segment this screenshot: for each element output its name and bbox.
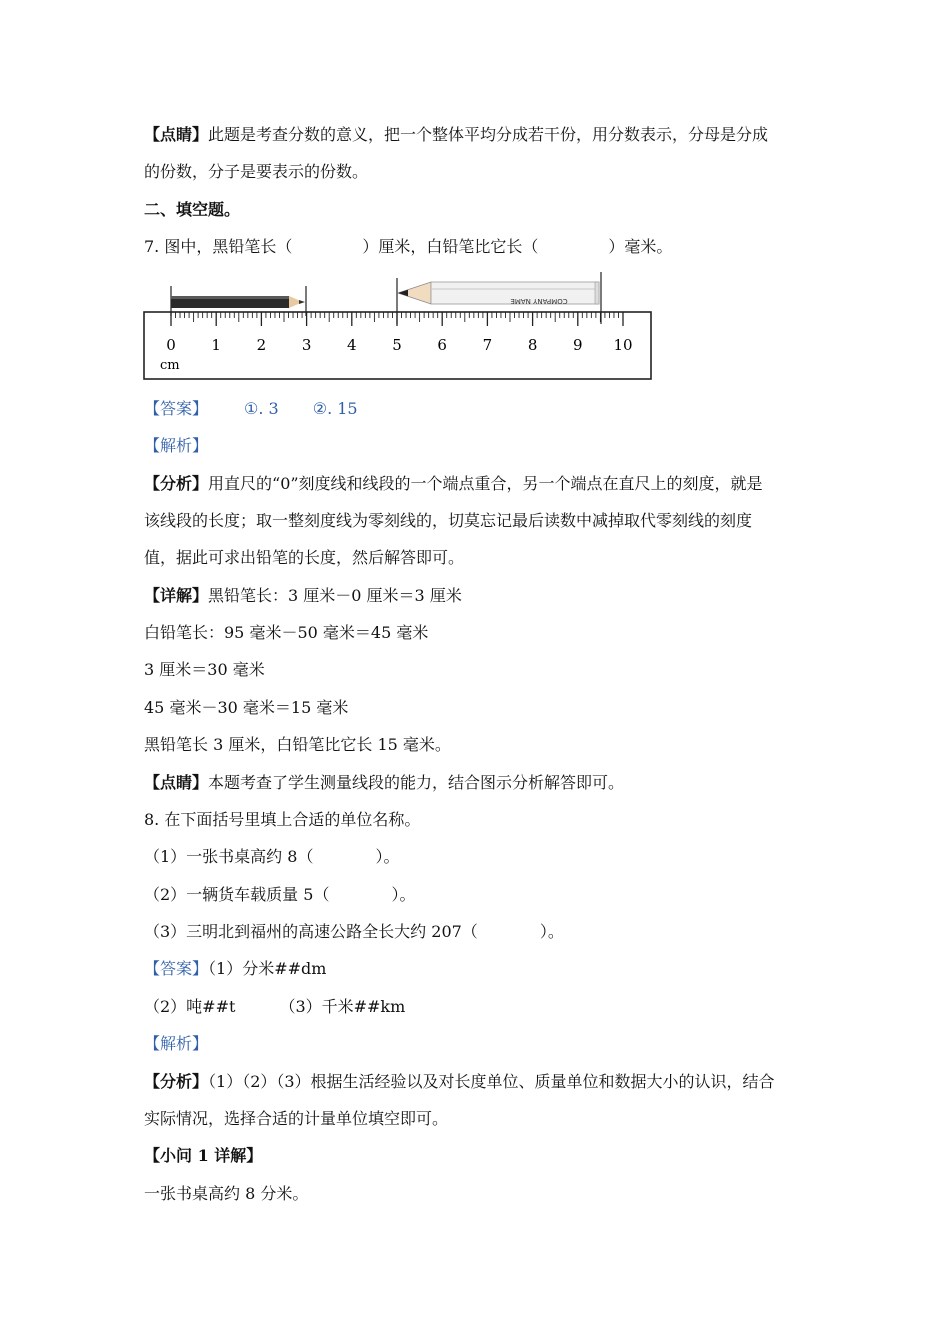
black-pencil-highlight [171,296,289,299]
ruler-tick-label: 0 [166,336,176,354]
ruler-tick-label: 7 [482,336,493,354]
q7-answer-1: ①. 3 [244,399,279,418]
ruler-tick-label: 8 [527,336,538,354]
q8-item2 [144,884,415,906]
q7-detail-line1 [144,585,462,607]
q7-point-text: 本题考查了学生测量线段的能力，结合图示分析解答即可。 [208,773,625,792]
q7-answer-2: ②. 15 [312,399,358,418]
q8-item1-b: ）。 [375,847,400,866]
white-pencil-brand: COMPANY NAME [510,297,568,305]
q8-answer-1: （1）分米##dm [208,959,327,978]
point1-paragraph-line1 [144,124,768,146]
q8-answer-2: （2）吨##t [144,997,236,1016]
point1-text-b: 的份数，分子是要表示的份数。 [144,162,369,181]
q8-item3-b: ）。 [539,922,564,941]
q7-point-label: 【点睛】 [144,773,209,792]
q8-answer-line2 [144,996,405,1018]
q8-fenxi-line1 [144,1071,775,1093]
q7-fenxi-a: 用直尺的“0”刻度线和线段的一个端点重合，另一个端点在直尺上的刻度，就是 [208,474,763,493]
ruler-figure [140,268,656,384]
q7-text-a: 7. 图中，黑铅笔长（ [144,237,293,256]
q7-detail-1: 黑铅笔长：3 厘米－0 厘米＝3 厘米 [208,586,462,605]
q8-item2-b: ）。 [391,885,416,904]
q8-fenxi-b: 实际情况，选择合适的计量单位填空即可。 [144,1109,449,1128]
q7-analysis-label: 【解析】 [144,436,209,455]
q7-question [144,236,672,258]
ruler-tick-label: 1 [211,336,221,354]
q7-point [144,772,624,794]
ruler-tick-label: 4 [347,336,357,354]
q8-item1 [144,846,399,868]
q7-detail-2: 白铅笔长：95 毫米－50 毫米＝45 毫米 [144,623,429,642]
q8-item3-a: （3）三明北到福州的高速公路全长大约 207（ [144,922,478,941]
q7-text-b: ）厘米，白铅笔比它长（ [362,237,539,256]
q7-text-c: ）毫米。 [608,237,673,256]
q8-sub1-text: 一张书桌高约 8 分米。 [144,1184,309,1203]
ruler-tick-label: 2 [256,336,267,354]
section2-title: 二、填空题。 [144,200,241,219]
ruler-tick-label: 9 [573,336,583,354]
q8-answer-line1 [144,958,326,980]
ruler-unit-label: cm [160,358,180,373]
q7-fenxi-b: 该线段的长度；取一整刻度线为零刻线的，切莫忘记最后读数中减掉取代零刻线的刻度 [144,511,753,530]
q8-answer-label: 【答案】 [144,959,209,978]
q7-detail-5: 黑铅笔长 3 厘米，白铅笔比它长 15 毫米。 [144,735,451,754]
q7-answer-label: 【答案】 [144,399,209,418]
q7-answer [144,398,358,420]
q8-item2-a: （2）一辆货车载质量 5（ [144,885,330,904]
q8-item1-a: （1）一张书桌高约 8（ [144,847,314,866]
point1-text-a: 此题是考查分数的意义，把一个整体平均分成若干份，用分数表示，分母是分成 [208,125,769,144]
q8-answer-3: （3）千米##km [279,997,406,1016]
ruler-tick-label: 6 [437,336,447,354]
ruler-tick-label: 5 [392,336,402,354]
q8-fenxi-label: 【分析】 [144,1072,209,1091]
point1-label: 【点睛】 [144,125,209,144]
white-pencil-lead [398,290,408,296]
q7-fenxi-c: 值，据此可求出铅笔的长度，然后解答即可。 [144,548,465,567]
q8-item3 [144,921,564,943]
q7-fenxi-line1 [144,473,763,495]
q8-fenxi-a: （1）（2）（3）根据生活经验以及对长度单位、质量单位和数据大小的认识，结合 [208,1072,775,1091]
q7-detail-label: 【详解】 [144,586,209,605]
q8-sub1-label: 【小问 1 详解】 [144,1146,263,1165]
q8-intro: 8. 在下面括号里填上合适的单位名称。 [144,810,421,829]
q7-detail-4: 45 毫米－30 毫米＝15 毫米 [144,698,349,717]
ruler-tick-label: 10 [613,336,633,354]
point1-paragraph-line2 [144,161,368,183]
q7-detail-3: 3 厘米＝30 毫米 [144,660,265,679]
black-pencil-lead [299,300,305,304]
ruler-tick-label: 3 [301,336,312,354]
white-pencil-end [595,282,599,304]
q8-analysis-label: 【解析】 [144,1034,209,1053]
q7-fenxi-label: 【分析】 [144,474,209,493]
